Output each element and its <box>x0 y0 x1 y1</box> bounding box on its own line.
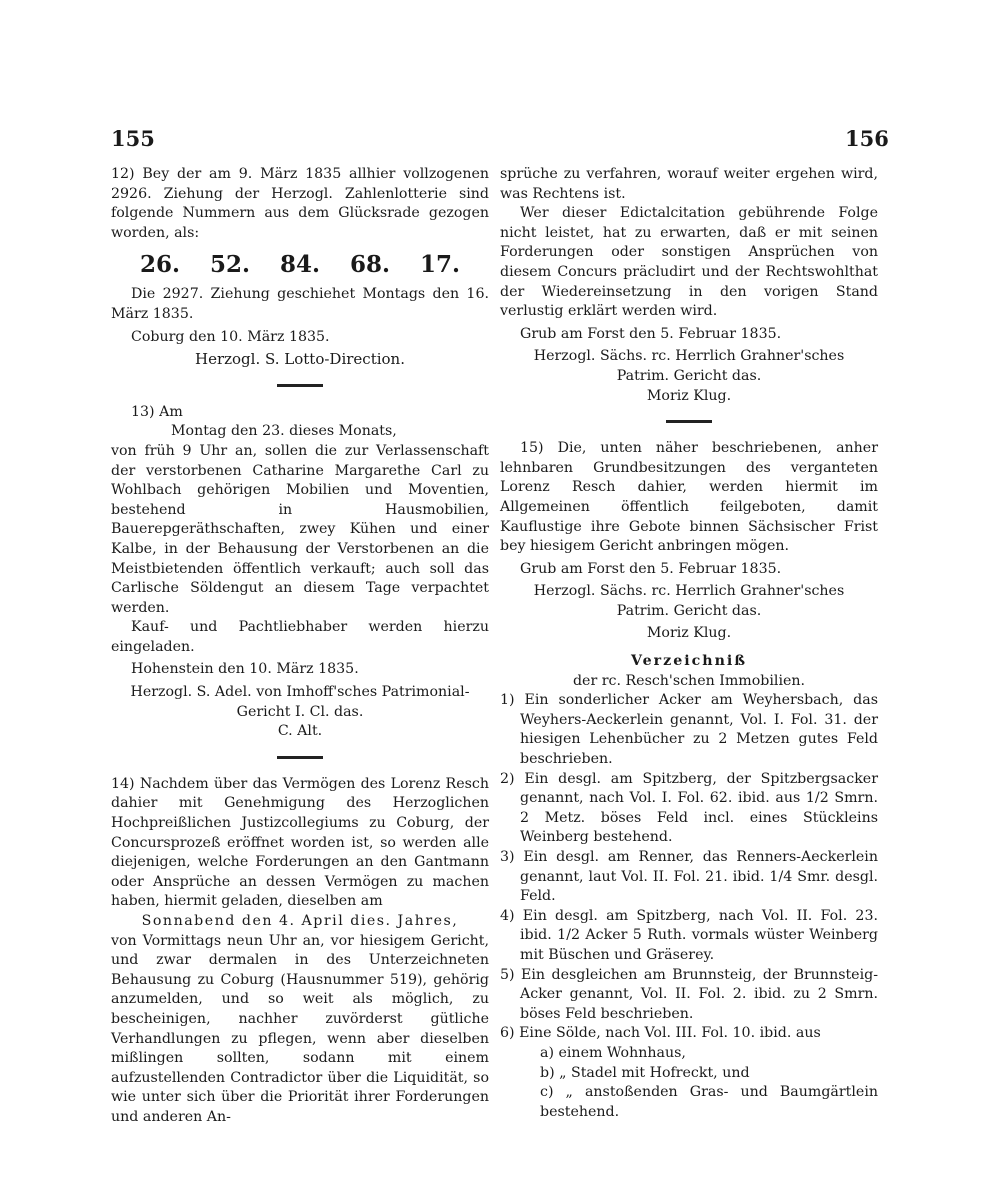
list-sub-item: b) „ Stadel mit Hofreckt, und <box>540 1064 750 1081</box>
notice-12-place-date: Coburg den 10. März 1835. <box>131 328 330 345</box>
notice-14-place-date: Grub am Forst den 5. Februar 1835. <box>520 325 782 342</box>
right-column <box>500 165 878 1122</box>
notice-13-date-line: Montag den 23. dieses Monats, <box>171 423 397 440</box>
divider-rule <box>666 420 712 423</box>
inventory-list <box>500 691 878 1122</box>
left-column <box>111 165 489 1128</box>
list-item: 2) Ein desgl. am Spitzberg, der Spitzbergsacker genannt, nach Vol. I. Fol. 62. ibid. aus 1/2 Smrn. 2 Metz. böses Feld incl. eines Stückleins Weinberg bestehend. <box>500 770 878 846</box>
list-item: 4) Ein desgl. am Spitzberg, nach Vol. II. Fol. 23. ibid. 1/2 Acker 5 Ruth. vormals wüster Weinberg mit Büschen und Gräserey. <box>500 907 878 963</box>
lottery-numbers: 26. 52. 84. 68. 17. <box>139 251 461 279</box>
notice-13-invite: Kauf- und Pachtliebhaber werden hierzu eingeladen. <box>111 619 489 655</box>
inventory-subtitle: der rc. Resch'schen Immobilien. <box>572 672 806 689</box>
notice-14-body-continued: von Vormittags neun Uhr an, vor hiesigem Gericht, und zwar dermalen in des Unterzeichneten Behausung zu Coburg (Hausnummer 519), gehörig anzumelden, und so weit als möglich, zu bescheinigen, nachher zuvörderst gütliche Verhandlungen zu pflegen, wenn aber dieselben mißlingen sollten, sodann mit einem aufzustellenden Contradictor über die Liquidität, so wie unter sich über die Priorität ihrer Forderungen und anderen An- <box>111 932 489 1125</box>
list-sub-item: a) einem Wohnhaus, <box>540 1044 686 1061</box>
notice-15-court: Herzogl. Sächs. rc. Herrlich Grahner'sches Patrim. Gericht das. <box>533 583 845 619</box>
divider-rule <box>277 756 323 759</box>
notice-14-date-line: Sonnabend den 4. April dies. Jahres, <box>141 913 459 929</box>
notice-13-opening: 13) Am <box>131 403 183 420</box>
notice-14-edict: Wer dieser Edictalcitation gebührende Folge nicht leistet, hat zu erwarten, daß er mit seinen Forderungen oder sonstigen Ansprüchen von diesem Concurs präcludirt und der Rechtswohlthat der Wiedereinsetzung in den vorigen Stand verlustig erklärt werden wird. <box>500 205 878 320</box>
list-item: 1) Ein sonderlicher Acker am Weyhersbach, das Weyhers-Aeckerlein genannt, Vol. I. Fol. 31. der hiesigen Lehenbücher zu 2 Metzen gutes Feld beschrieben. <box>500 692 878 768</box>
notice-14-body: 14) Nachdem über das Vermögen des Lorenz Resch dahier mit Genehmigung des Herzoglichen Hochpreißlichen Justizcollegiums zu Coburg, der Concursprozeß eröffnet worden ist, so werden alle diejenigen, welche Forderungen an den Gantmann oder Ansprüche an dessen Vermögen zu machen haben, hiermit geladen, dieselben am <box>111 775 489 910</box>
notice-13-body: von früh 9 Uhr an, sollen die zur Verlassenschaft der verstorbenen Catharine Margarethe Carl zu Wohlbach gehörigen Mobilien und Moventien, bestehend in Hausmobilien, Bauerepgeräthschaften, zwey Kühen und einer Kalbe, in der Behausung der Verstorbenen an die Meistbietenden öffentlich verkauft; auch soll das Carlische Söldengut an diesem Tage verpachtet werden. <box>111 442 489 616</box>
notice-12-body: 12) Bey der am 9. März 1835 allhier vollzogenen 2926. Ziehung der Herzogl. Zahlenlotterie sind folgende Nummern aus dem Glücksrade gezogen worden, als: <box>111 166 489 241</box>
page-number-left: 155 <box>111 126 155 151</box>
list-item: 6) Eine Sölde, nach Vol. III. Fol. 10. ibid. aus <box>500 1025 821 1042</box>
list-item: 5) Ein desgleichen am Brunnsteig, der Brunnsteig-Acker genannt, Vol. II. Fol. 2. ibid. zu 2 Smrn. böses Feld beschrieben. <box>500 966 878 1022</box>
notice-13-court: Herzogl. S. Adel. von Imhoff'sches Patrimonial-Gericht I. Cl. das. <box>130 684 470 720</box>
notice-13-signature: C. Alt. <box>277 723 323 740</box>
list-item: 3) Ein desgl. am Renner, das Renners-Aeckerlein genannt, laut Vol. II. Fol. 21. ibid. 1/4 Smr. desgl. Feld. <box>500 849 878 905</box>
notice-15-place-date: Grub am Forst den 5. Februar 1835. <box>520 560 782 577</box>
notice-15-body: 15) Die, unten näher beschriebenen, anher lehnbaren Grundbesitzungen des verganteten Lorenz Resch dahier, werden hiermit im Allgemeinen öffentlich feilgeboten, damit Kauflustige ihre Gebote binnen Sächsischer Frist bey hiesigem Gericht anbringen mögen. <box>500 440 878 555</box>
notice-12-signature: Herzogl. S. Lotto-Direction. <box>195 350 405 369</box>
page-number-right: 156 <box>845 126 889 151</box>
list-sub-item: c) „ anstoßenden Gras- und Baumgärtlein bestehend. <box>540 1084 878 1120</box>
notice-12-next-draw: Die 2927. Ziehung geschiehet Montags den 16. März 1835. <box>111 286 489 322</box>
notice-14-court: Herzogl. Sächs. rc. Herrlich Grahner'sches Patrim. Gericht das. <box>533 348 845 384</box>
notice-14-signature: Moriz Klug. <box>646 387 732 404</box>
notice-15-signature: Moriz Klug. <box>646 625 732 642</box>
inventory-title: Verzeichniß <box>630 653 748 670</box>
notice-14-continuation: sprüche zu verfahren, worauf weiter ergehen wird, was Rechtens ist. <box>500 166 878 202</box>
notice-13-place-date: Hohenstein den 10. März 1835. <box>131 661 359 678</box>
divider-rule <box>277 384 323 387</box>
